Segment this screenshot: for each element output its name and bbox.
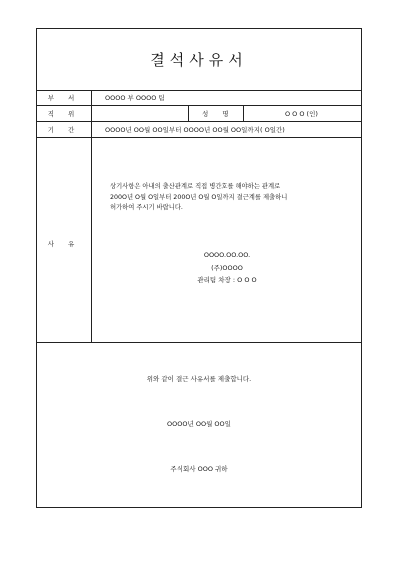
reason-company: (주)OOOO [211,264,243,272]
footer-statement: 위와 같이 결근 사유서를 제출합니다. [146,375,252,383]
name-value: O O O (인) [285,110,318,118]
footer-recipient: 주식회사 OOO 귀하 [170,465,228,473]
label-column-divider [91,90,92,342]
period-label: 기간 [47,126,89,134]
period-value: OOOO년 OO월 OO일부터 OOOO년 OO월 OO일까지( O일간) [105,126,285,134]
position-row [37,106,361,122]
title-box [37,29,361,91]
reason-line-3: 허가하여 주시기 바랍니다. [110,204,183,211]
footer-divider [37,342,361,343]
name-divider [243,106,244,121]
absence-reason-form [36,28,362,508]
reason-label: 사유 [47,240,89,248]
reason-body [110,182,287,214]
footer-date: OOOO년 OO월 OO일 [167,420,231,428]
form-title: 결석사유서 [150,51,248,69]
reason-line-1: 상기사항은 아내의 출산관계로 직접 병간호를 해야하는 관계로 [110,183,281,190]
reason-manager: 관리팀 차장 : O O O [197,276,257,284]
department-label: 부서 [47,94,89,102]
period-row [37,122,361,138]
position-divider [188,106,189,121]
department-row [37,90,361,106]
department-value: OOOO 부 OOOO 팀 [105,94,165,102]
reason-date: OOOO.OO.OO. [203,251,251,259]
name-label: 성명 [202,110,243,118]
reason-line-2: 200O년 O월 O일부터 200O년 O월 O일까지 결근계를 제출하니 [110,193,288,201]
position-label: 직위 [47,110,89,118]
